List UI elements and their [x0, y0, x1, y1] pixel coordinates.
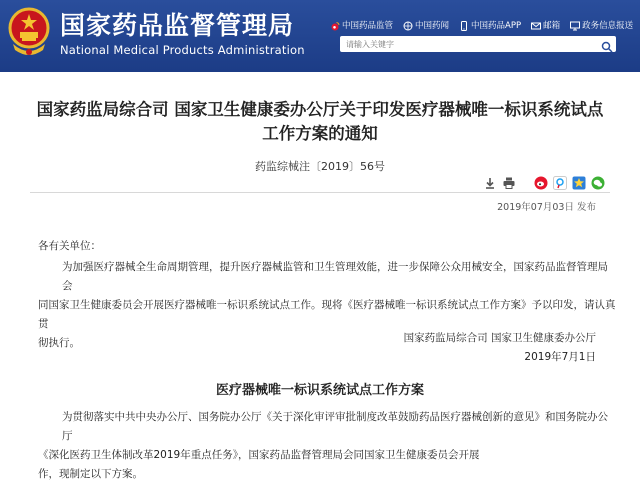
print-icon[interactable]	[502, 176, 516, 190]
wechat-share-icon[interactable]	[591, 176, 605, 190]
weibo-icon	[330, 21, 340, 31]
paragraph-line: 作，现制定以下方案。	[38, 468, 143, 480]
article-paragraph	[38, 408, 618, 484]
sign-date: 2019年7月1日	[524, 351, 596, 363]
phone-icon	[459, 21, 469, 31]
site-header	[0, 0, 640, 72]
search-icon[interactable]	[601, 38, 613, 50]
search-box	[340, 36, 616, 52]
article-title-line: 工作方案的通知	[262, 124, 378, 143]
document-number: 药监综械注〔2019〕56号	[255, 160, 385, 173]
globe-icon	[403, 21, 413, 31]
article-title	[30, 98, 610, 146]
publish-date: 2019年07月03日 发布	[497, 202, 596, 213]
search-input[interactable]	[346, 37, 596, 51]
site-subtitle: National Medical Products Administration	[60, 43, 305, 57]
signature: 国家药监局综合司 国家卫生健康委办公厅	[403, 332, 596, 344]
qzone-share-icon[interactable]	[572, 176, 586, 190]
paragraph-line: 《深化医药卫生体制改革2019年重点任务》，国家药品监督管理局会同国家卫生健康委员会开展	[38, 449, 480, 461]
article-tools	[483, 176, 605, 190]
section-title: 医疗器械唯一标识系统试点工作方案	[215, 383, 424, 398]
weibo-share-icon[interactable]	[534, 176, 548, 190]
top-link-label: 中国药闻	[415, 21, 450, 31]
top-link-app[interactable]	[459, 20, 521, 32]
article-title-line: 国家药监局综合司 国家卫生健康委办公厅关于印发医疗器械唯一标识系统试点	[36, 100, 604, 119]
tencent-weibo-icon[interactable]	[553, 176, 567, 190]
site-title[interactable]: 国家药品监督管理局	[60, 11, 295, 40]
national-emblem-icon	[7, 6, 51, 58]
top-link-label: 中国药品APP	[471, 21, 522, 31]
monitor-icon	[570, 21, 580, 31]
greeting: 各有关单位：	[38, 240, 101, 252]
mail-icon	[531, 21, 541, 31]
paragraph-line: 为加强医疗器械全生命周期管理，提升医疗器械监管和卫生管理效能，进一步保障公众用械安全，国家药品监督管理局会	[62, 261, 608, 292]
download-icon[interactable]	[483, 176, 497, 190]
divider	[30, 192, 610, 193]
paragraph-line: 彻执行。	[38, 337, 80, 349]
top-link-mail[interactable]	[531, 20, 560, 32]
top-link-report[interactable]	[570, 20, 633, 32]
top-link-label: 邮箱	[543, 21, 561, 31]
top-link-label: 中国药品监管	[342, 21, 394, 31]
top-links	[330, 20, 633, 32]
top-link-news[interactable]	[403, 20, 449, 32]
top-link-weibo[interactable]	[330, 20, 393, 32]
top-link-label: 政务信息报送	[582, 21, 634, 31]
paragraph-line: 为贯彻落实中共中央办公厅、国务院办公厅《关于深化审评审批制度改革鼓励药品医疗器械创新的意见》和国务院办公厅	[62, 411, 608, 442]
article-content	[0, 72, 640, 480]
paragraph-line: 同国家卫生健康委员会开展医疗器械唯一标识系统试点工作。现将《医疗器械唯一标识系统试点工作方案》予以印发，请认真贯	[38, 299, 616, 330]
